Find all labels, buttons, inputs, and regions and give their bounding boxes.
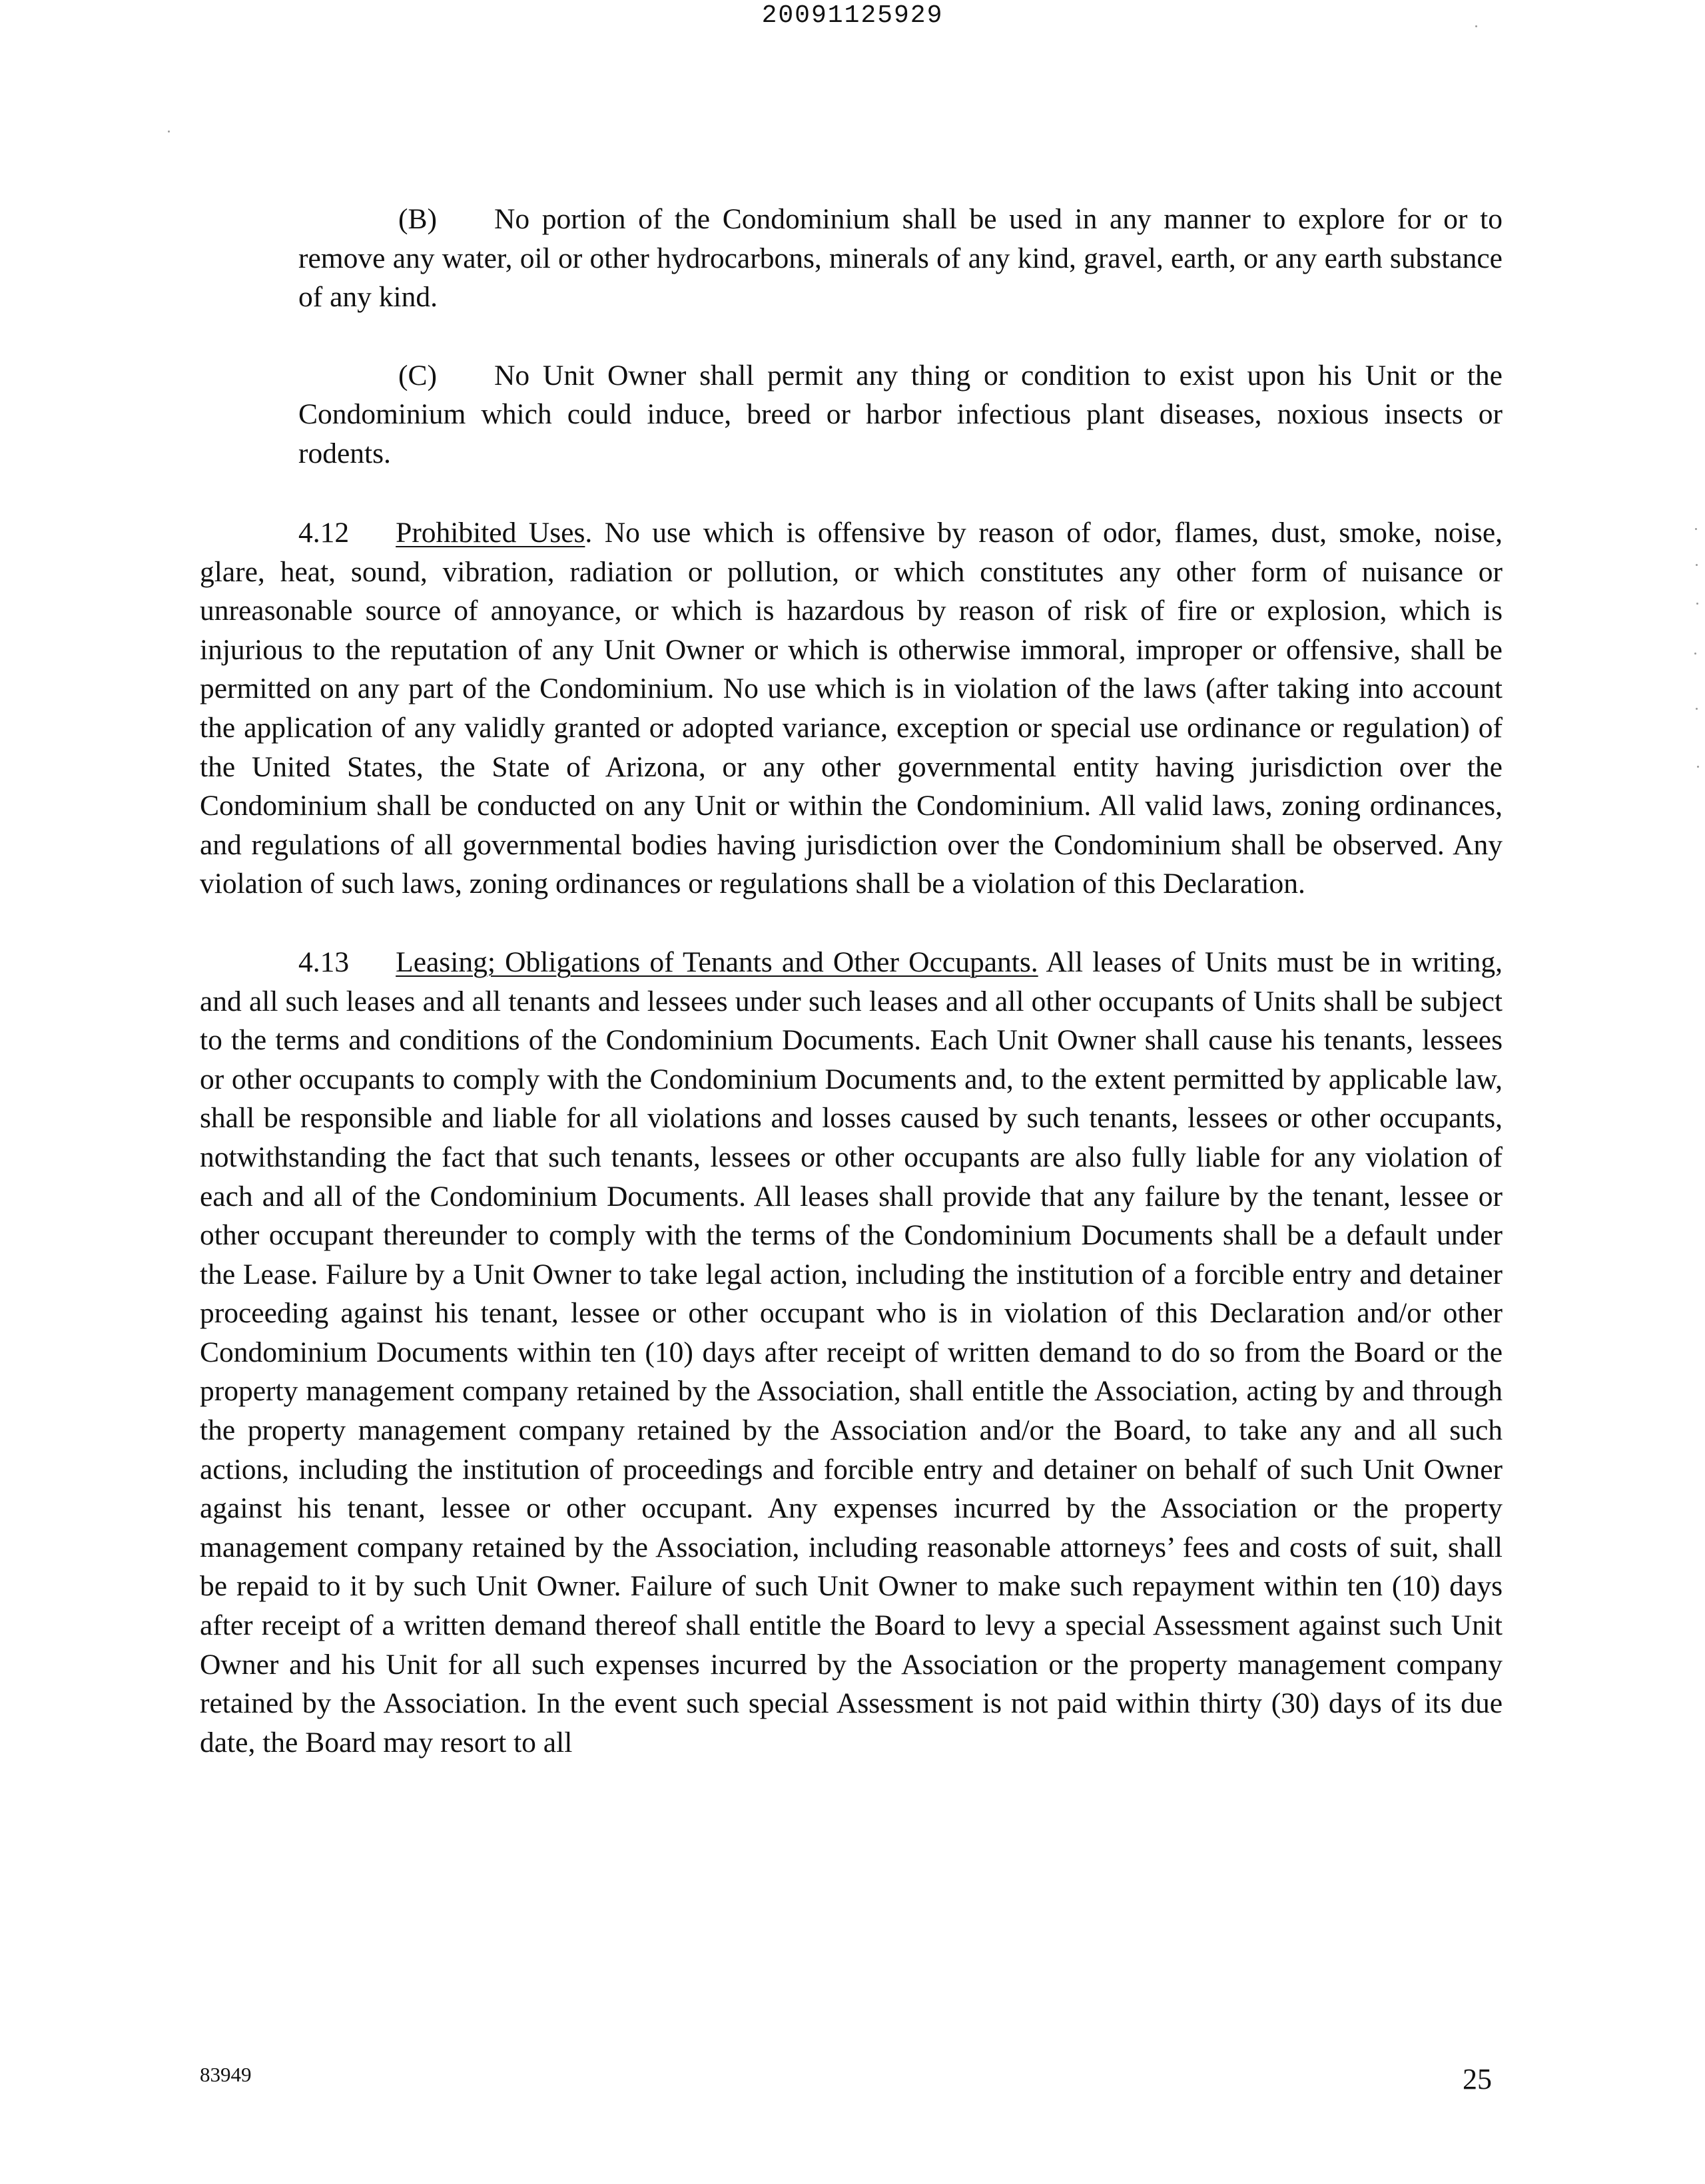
section-4-12 [200, 513, 1503, 904]
recording-number: 20091125929 [761, 1, 944, 30]
scan-speck [1696, 708, 1698, 710]
section-4-12-number: 4.12 [298, 517, 350, 549]
section-4-13-heading: Leasing; Obligations of Tenants and Other Occupants. [396, 946, 1038, 978]
section-4-12-heading: Prohibited Uses [396, 517, 585, 549]
page-number: 25 [1463, 2063, 1492, 2095]
scan-speck [1694, 653, 1696, 655]
section-4-13-text: All leases of Units must be in writing, and all such leases and all tenants and lessees under such leases and all other occupants of Units shall be subject to the terms and conditions of the Condominium Documents. Each Unit Owner shall cause his tenants, lessees or other occupants to comply with the Condominium Documents and, to the extent permitted by applicable law, shall be responsible and liable for all violations and losses caused by such tenants, lessees or other occupants, notwithstanding the fact that such tenants, lessees or other occupants are also fully liable for any violation of each and all of the Condominium Documents. All leases shall provide that any failure by the tenant, lessee or other occupant thereunder to comply with the terms of the Condominium Documents shall be a default under the Lease. Failure by a Unit Owner to take legal action, including the institution of a forcible entry and detainer proceeding against his tenant, lessee or other occupant who is in violation of this Declaration and/or other Condominium Documents within ten (10) days after receipt of written demand to do so from the Board or the property management company retained by the Association, shall entitle the Association, acting by and through the property management company retained by the Association and/or the Board, to take any and all such actions, including the institution of proceedings and forcible entry and detainer on behalf of such Unit Owner against his tenant, lessee or other occupant. Any expenses incurred by the Association or the property management company retained by the Association, including reasonable attorneys’ fees and costs of suit, shall be repaid to it by such Unit Owner. Failure of such Unit Owner to make such repayment within ten (10) days after receipt of a written demand thereof shall entitle the Board to levy a special Assessment against such Unit Owner and his Unit for all such expenses incurred by the Association or the property management company retained by the Association. In the event such special Assessment is not paid within thirty (30) days of its due date, the Board may resort to all [200, 946, 1503, 1759]
scan-speck [1696, 564, 1698, 566]
section-4-12-heading-punct: . [585, 517, 593, 549]
paragraph-b-label: (B) [398, 203, 437, 235]
paragraph-c-label: (C) [398, 359, 437, 392]
section-4-13 [200, 943, 1503, 1762]
scan-speck [168, 131, 170, 133]
section-4-12-text: No use which is offensive by reason of odor, flames, dust, smoke, noise, glare, heat, sound, vibration, radiation or pollution, or which constitutes any other form of nuisance or unreasonable source of annoyance, or which is hazardous by reason of risk of fire or explosion, which is injurious to the reputation of any Unit Owner or which is otherwise immoral, improper or offensive, shall be permitted on any part of the Condominium. No use which is in violation of the laws (after taking into account the application of any validly granted or adopted variance, exception or special use ordinance or regulation) of the United States, the State of Arizona, or any other governmental entity having jurisdiction over the Condominium shall be conducted on any Unit or within the Condominium. All valid laws, zoning ordinances, and regulations of all governmental bodies having jurisdiction over the Condominium shall be observed. Any violation of such laws, zoning ordinances or regulations shall be a violation of this Declaration. [200, 517, 1503, 900]
scan-speck [1475, 25, 1477, 27]
section-4-13-number: 4.13 [298, 946, 350, 978]
paragraph-b-text: No portion of the Condominium shall be used in any manner to explore for or to remove any water, oil or other hydrocarbons, minerals of any kind, gravel, earth, or any earth substance of any kind. [298, 203, 1503, 314]
paragraph-c [298, 356, 1503, 473]
scan-speck [1696, 603, 1698, 605]
footer-document-code: 83949 [200, 2063, 252, 2086]
section-block [200, 513, 1503, 1762]
paragraph-b [298, 200, 1503, 317]
scan-speck [1697, 766, 1699, 768]
subsection-block [298, 200, 1503, 473]
paragraph-c-text: No Unit Owner shall permit any thing or condition to exist upon his Unit or the Condominium which could induce, breed or harbor infectious plant diseases, noxious insects or rodents. [298, 359, 1503, 469]
scan-speck [1695, 528, 1697, 530]
